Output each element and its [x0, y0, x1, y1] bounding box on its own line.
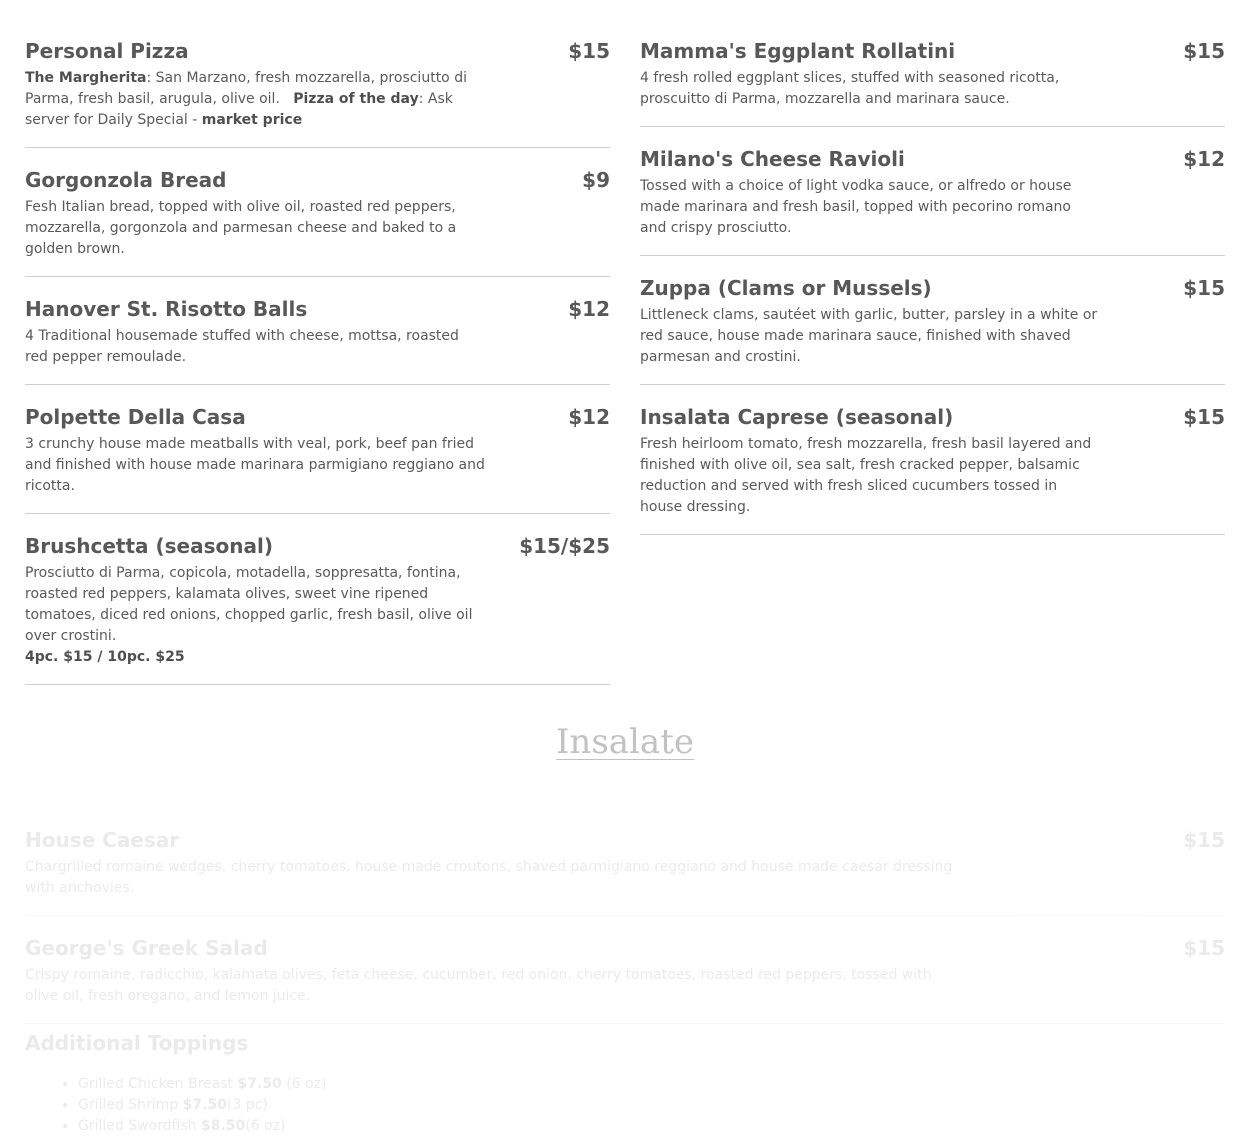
- item-price: $12: [568, 405, 610, 429]
- list-item: [78, 1095, 326, 1116]
- item-title: Brushcetta (seasonal): [25, 534, 273, 558]
- item-price: $12: [568, 297, 610, 321]
- item-price: $15: [1183, 39, 1225, 63]
- item-title: Zuppa (Clams or Mussels): [640, 276, 932, 300]
- item-price: $15: [1183, 276, 1225, 300]
- topping-name: Grilled Shrimp: [78, 1097, 183, 1113]
- section-title[interactable]: Insalate: [556, 722, 694, 762]
- item-price: $15: [568, 39, 610, 63]
- topping-price: $8.50: [200, 1118, 246, 1134]
- menu-item: [640, 403, 1225, 535]
- desc-bold: The Margherita: [25, 70, 147, 86]
- item-description: [25, 68, 485, 131]
- topping-price: $7.50: [237, 1076, 282, 1092]
- item-title: Milano's Cheese Ravioli: [640, 147, 905, 171]
- item-description: Tossed with a choice of light vodka sauce, or alfredo or house made marinara and fresh basil, topped with pecorino romano and crispy prosciutto.: [640, 178, 1072, 236]
- item-title: George's Greek Salad: [25, 936, 268, 960]
- item-title: Mamma's Eggplant Rollatini: [640, 39, 956, 63]
- list-item: [78, 1116, 326, 1137]
- item-description: Prosciutto di Parma, copicola, motadella, soppresatta, fontina, roasted red peppers, kalamata olives, sweet vine ripened tomatoes, diced red onions, chopped garlic, fresh basil, olive oil over crostini.: [25, 565, 473, 644]
- item-title: Personal Pizza: [25, 39, 189, 63]
- item-title: Polpette Della Casa: [25, 405, 246, 429]
- desc-bold: Pizza of the day: [293, 91, 419, 107]
- item-portion-prices: 4pc. $15 / 10pc. $25: [25, 649, 185, 665]
- toppings-list: [58, 1074, 326, 1137]
- item-price: $15: [1183, 936, 1225, 960]
- menu-item: [640, 145, 1225, 256]
- menu-item: [25, 403, 610, 514]
- menu-item: [25, 532, 610, 685]
- item-price: $15: [1183, 828, 1225, 852]
- section-heading-insalate: [0, 722, 1250, 762]
- salad-list: [25, 826, 1225, 1042]
- item-title: Hanover St. Risotto Balls: [25, 297, 308, 321]
- item-description: 4 Traditional housemade stuffed with cheese, mottsa, roasted red pepper remoulade.: [25, 328, 459, 365]
- desc-bold: market price: [201, 112, 303, 128]
- item-price: $12: [1183, 147, 1225, 171]
- item-description: 4 fresh rolled eggplant slices, stuffed with seasoned ricotta, proscuitto di Parma, mozzarella and marinara sauce.: [640, 70, 1060, 107]
- menu-item: [25, 295, 610, 385]
- menu-item: [640, 37, 1225, 127]
- topping-note: (6 oz): [281, 1076, 327, 1092]
- menu-column-right: [640, 37, 1225, 553]
- item-description: Littleneck clams, sautéet with garlic, butter, parsley in a white or red sauce, house made marinara sauce, finished with shaved parmesan and crostini.: [640, 307, 1098, 365]
- menu-item: [640, 274, 1225, 385]
- list-item: [78, 1074, 326, 1095]
- item-title: Insalata Caprese (seasonal): [640, 405, 954, 429]
- item-description: 3 crunchy house made meatballs with veal, pork, beef pan fried and finished with house made marinara parmigiano reggiano and ricotta.: [25, 436, 485, 494]
- item-price: $9: [582, 168, 610, 192]
- menu-item: [25, 934, 1225, 1024]
- menu-item: [25, 37, 610, 148]
- menu-column-left: [25, 37, 610, 703]
- item-description: Fresh heirloom tomato, fresh mozzarella, fresh basil layered and finished with olive oil, sea salt, fresh cracked pepper, balsamic reduction and served with fresh sliced cucumbers tossed in house dressing.: [640, 436, 1092, 515]
- item-price: $15: [1183, 405, 1225, 429]
- topping-name: Grilled Chicken Breast: [78, 1076, 238, 1092]
- desc-text: : Ask server for Daily Special -: [25, 91, 453, 128]
- desc-text: : San Marzano, fresh mozzarella, prosciutto di Parma, fresh basil, arugula, olive oil.: [25, 70, 472, 107]
- item-description: Crispy romaine, radicchio, kalamata olives, feta cheese, cucumber, red onion, cherry tomatoes, roasted red peppers, tossed with olive oil, fresh oregano, and lemon juice.: [25, 967, 932, 1004]
- menu-item: [25, 826, 1225, 916]
- item-title: Gorgonzola Bread: [25, 168, 227, 192]
- topping-price: $7.50: [182, 1097, 227, 1113]
- item-description: Chargrilled romaine wedges, cherry tomatoes, house made croutons, shaved parmigiano reggiano and house made caesar dressing with anchovies.: [25, 859, 953, 896]
- topping-note: (6 oz): [245, 1118, 286, 1134]
- topping-name: Grilled Swordfish: [78, 1118, 201, 1134]
- toppings-title: Additional Toppings: [25, 1031, 249, 1055]
- menu-item: [25, 166, 610, 277]
- item-description: Fesh Italian bread, topped with olive oil, roasted red peppers, mozzarella, gorgonzola and parmesan cheese and baked to a golden brown.: [25, 199, 457, 257]
- topping-note: (3 pc): [226, 1097, 268, 1113]
- item-price: $15/$25: [519, 534, 610, 558]
- item-title: House Caesar: [25, 828, 180, 852]
